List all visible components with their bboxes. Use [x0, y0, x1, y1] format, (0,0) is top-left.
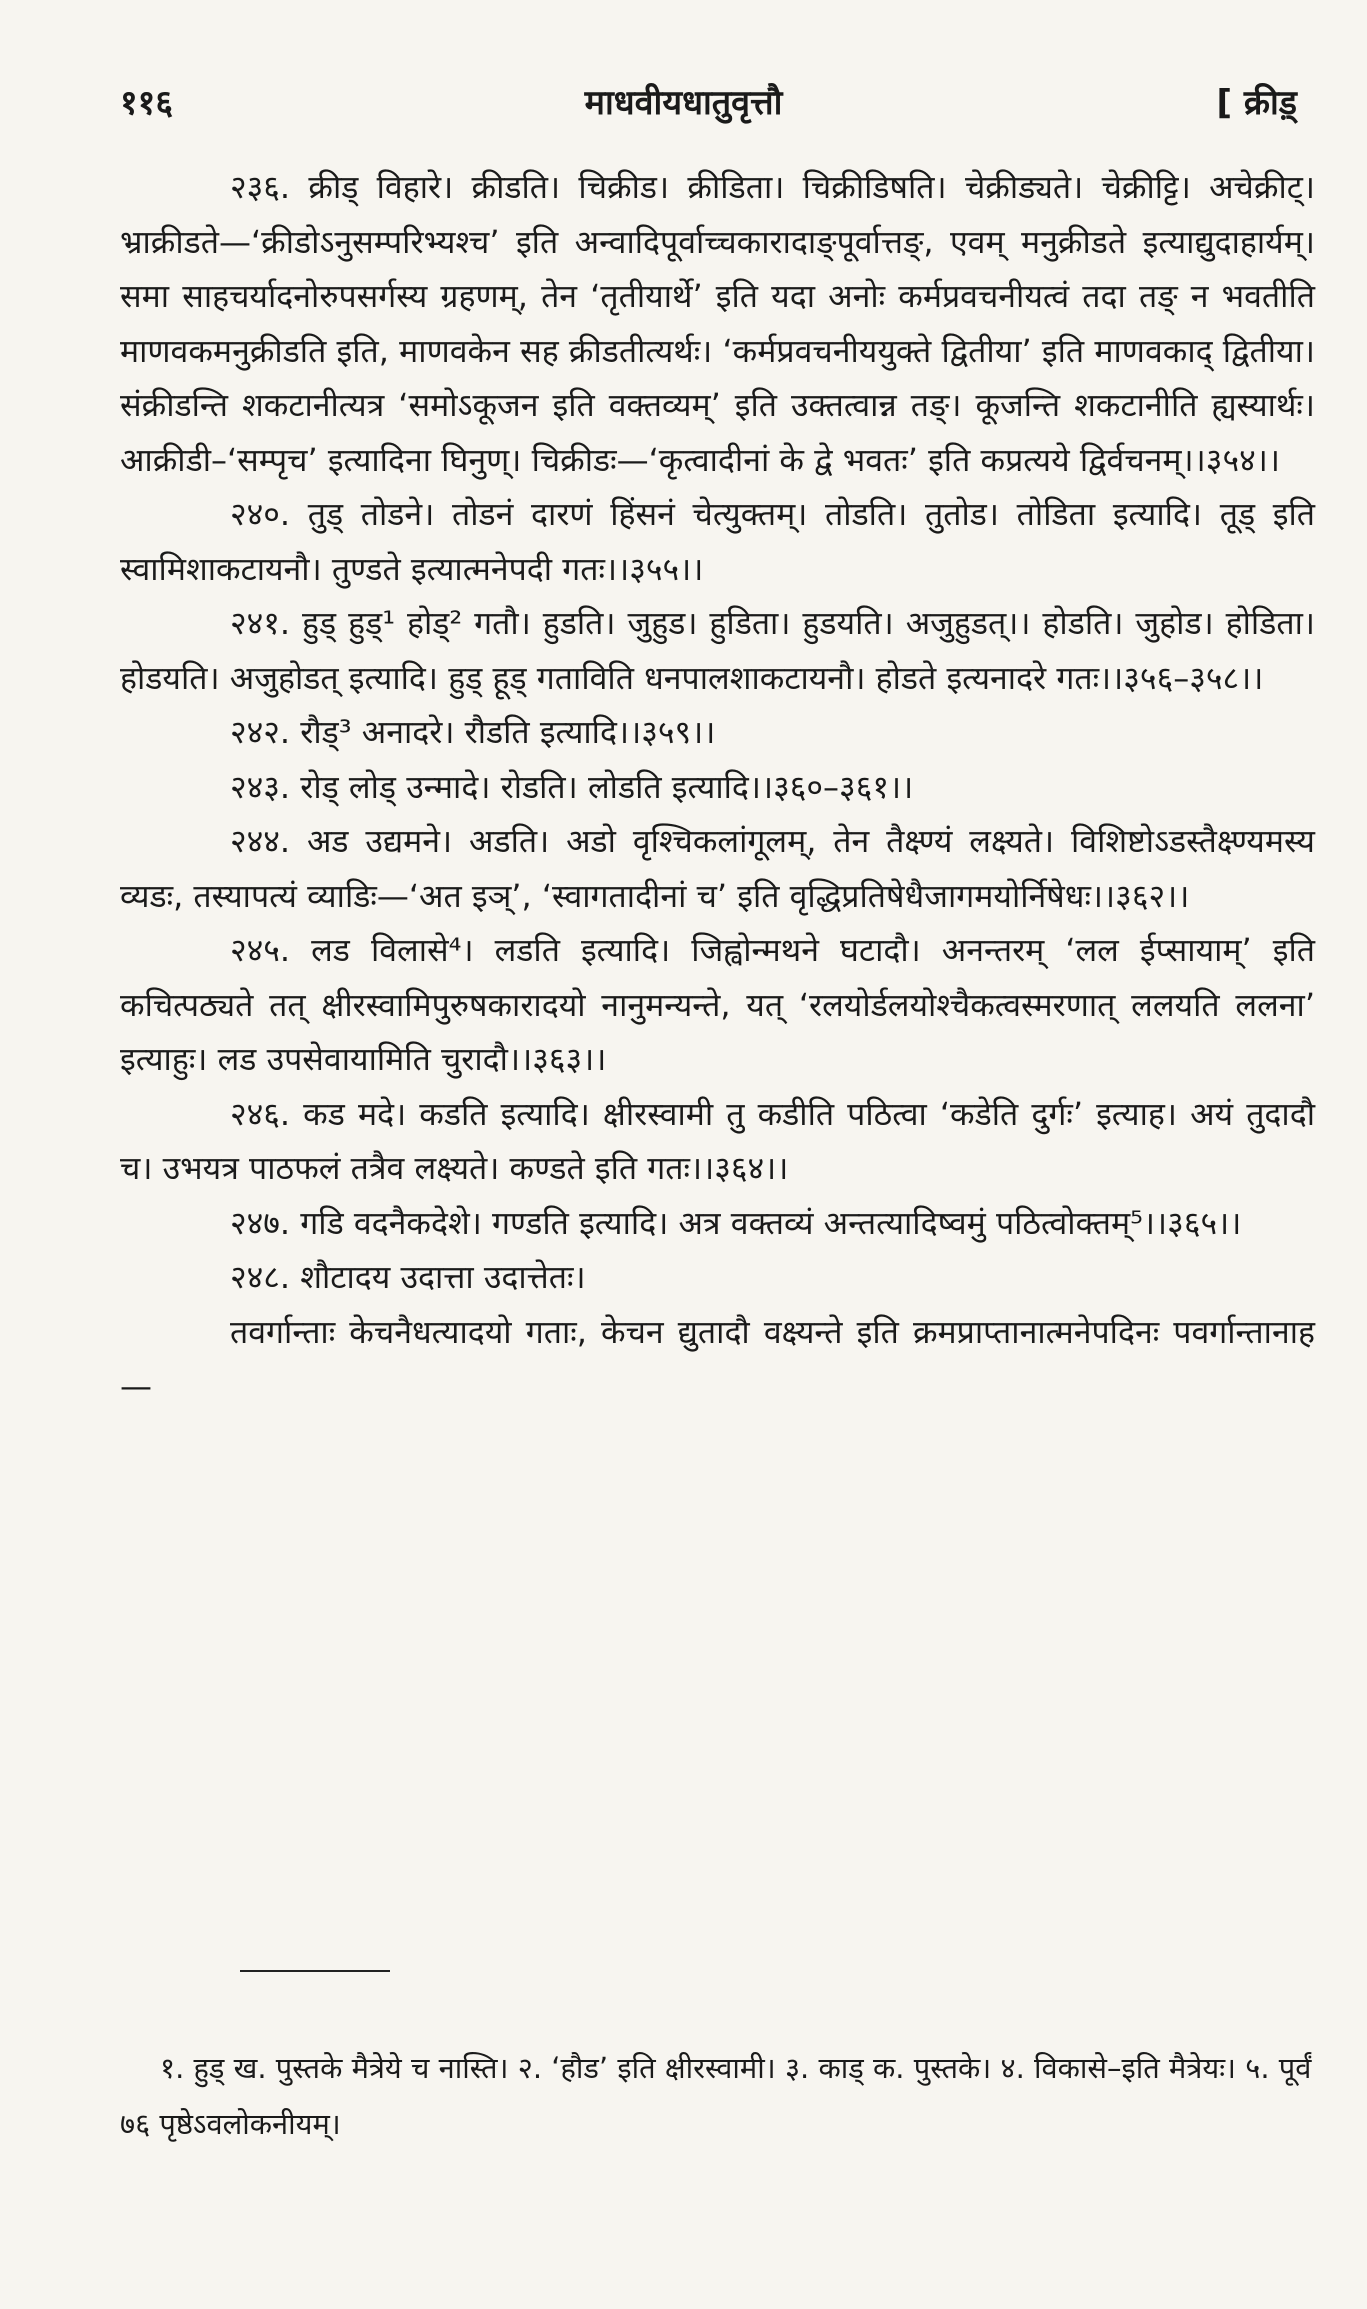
- paragraph-242: २४२. रौड्³ अनादरे। रौडति इत्यादि।।३५९।।: [230, 713, 716, 751]
- page-header: [0, 78, 1367, 138]
- footnote-divider: [240, 1970, 390, 1972]
- footnote-text: १. हुड् ख. पुस्तके मैत्रेये च नास्ति। २. ‘हौड’ इति क्षीरस्वामी। ३. काड् क. पुस्तके। ४. विकासे–इति मैत्रेयः। ५. पूर्वं ७६ पृष्ठेऽवलोकनीयम्।: [120, 2051, 1312, 2141]
- paragraph-247: २४७. गडि वदनैकदेशे। गण्डति इत्यादि। अत्र वक्तव्यं अन्तत्यादिष्वमुं पठित्वोक्तम्⁵।।३६५।।: [230, 1203, 1242, 1242]
- closing-paragraph: तवर्गान्ताः केचनैधत्यादयो गताः, केचन द्युतादौ वक्ष्यन्ते इति क्रमप्राप्तानात्मनेपदिनः पवर्गान्तानाह—: [120, 1312, 1315, 1405]
- footnotes: [120, 2040, 1315, 2152]
- paragraph-239: २३६. क्रीड् विहारे। क्रीडति। चिक्रीड। क्रीडिता। चिक्रीडिषति। चेक्रीड्यते। चेक्रीट्टि। अचेक्रीट्। भ्राक्रीडते—‘क्रीडोऽनुसम्परिभ्यश्च’ इति अन्वादिपूर्वाच्चकारादाङ्पूर्वात्तङ्, एवम् मनुक्रीडते इत्याद्युदाहार्यम्। समा साहचर्यादनोरुपसर्गस्य ग्रहणम्, तेन ‘तृतीयार्थे’ इति यदा अनोः कर्मप्रवचनीयत्वं तदा तङ् न भवतीति माणवकमनुक्रीडति इति, माणवकेन सह क्रीडतीत्यर्थः। ‘कर्मप्रवचनीययुक्ते द्वितीया’ इति माणवकाद् द्वितीया। संक्रीडन्ति शकटानीत्यत्र ‘समोऽकूजन इति वक्तव्यम्’ इति उक्तत्वान्न तङ्। कूजन्ति शकटानीति ह्यस्यार्थः। आक्रीडी–‘सम्पृच’ इत्यादिना घिनुण्। चिक्रीडः—‘कृत्वादीनां के द्वे भवतः’ इति कप्रत्यये द्विर्वचनम्।।३५४।।: [120, 168, 1315, 479]
- paragraph-244: २४४. अड उद्यमने। अडति। अडो वृश्चिकलांगूलम्, तेन तैक्ष्ण्यं लक्ष्यते। विशिष्टोऽडस्तैक्ष्ण्यमस्य व्यडः, तस्यापत्यं व्याडिः—‘अत इञ्’, ‘स्वागतादीनां च’ इति वृद्धिप्रतिषेधैजागमयोर्निषेधः।।३६२।।: [120, 822, 1315, 915]
- main-text: [120, 160, 1315, 1414]
- paragraph-240: २४०. तुड् तोडने। तोडनं दारणं हिंसनं चेत्युक्तम्। तोडति। तुतोड। तोडिता इत्यादि। तूड् इति स्वामिशाकटायनौ। तुण्डते इत्यात्मनेपदी गतः।।३५५।।: [120, 495, 1315, 588]
- running-title: माधवीयधातुवृत्तौ: [584, 83, 783, 123]
- paragraph-245: २४५. लड विलासे⁴। लडति इत्यादि। जिह्वोन्मथने घटादौ। अनन्तरम् ‘लल ईप्सायाम्’ इति कचित्पठ्यते तत् क्षीरस्वामिपुरुषकारादयो नानुमन्यन्ते, यत् ‘रलयोर्डलयोश्चैकत्वस्मरणात् ललयति ललना’ इत्याहुः। लड उपसेवायामिति चुरादौ।।३६३।।: [120, 931, 1315, 1078]
- paragraph-241: २४१. हुड् हुड्¹ होड्² गतौ। हुडति। जुहुड। हुडिता। हुडयति। अजुहुडत्।। होडति। जुहोड। होडिता। होडयति। अजुहोडत् इत्यादि। हुड् हूड् गताविति धनपालशाकटायनौ। होडते इत्यनादरे गतः।।३५६–३५८।।: [120, 604, 1315, 697]
- page-number: ११६: [120, 83, 174, 123]
- paragraph-243: २४३. रोड् लोड् उन्मादे। रोडति। लोडति इत्यादि।।३६०–३६१।।: [230, 767, 914, 806]
- paragraph-248: २४८. शौटादय उदात्ता उदात्तेतः।: [230, 1258, 586, 1296]
- section-marker: [ क्रीड़्: [1216, 83, 1297, 123]
- paragraph-246: २४६. कड मदे। कडति इत्यादि। क्षीरस्वामी तु कडीति पठित्वा ‘कडेति दुर्गः’ इत्याह। अयं तुदादौ च। उभयत्र पाठफलं तत्रैव लक्ष्यते। कण्डते इति गतः।।३६४।।: [120, 1094, 1315, 1187]
